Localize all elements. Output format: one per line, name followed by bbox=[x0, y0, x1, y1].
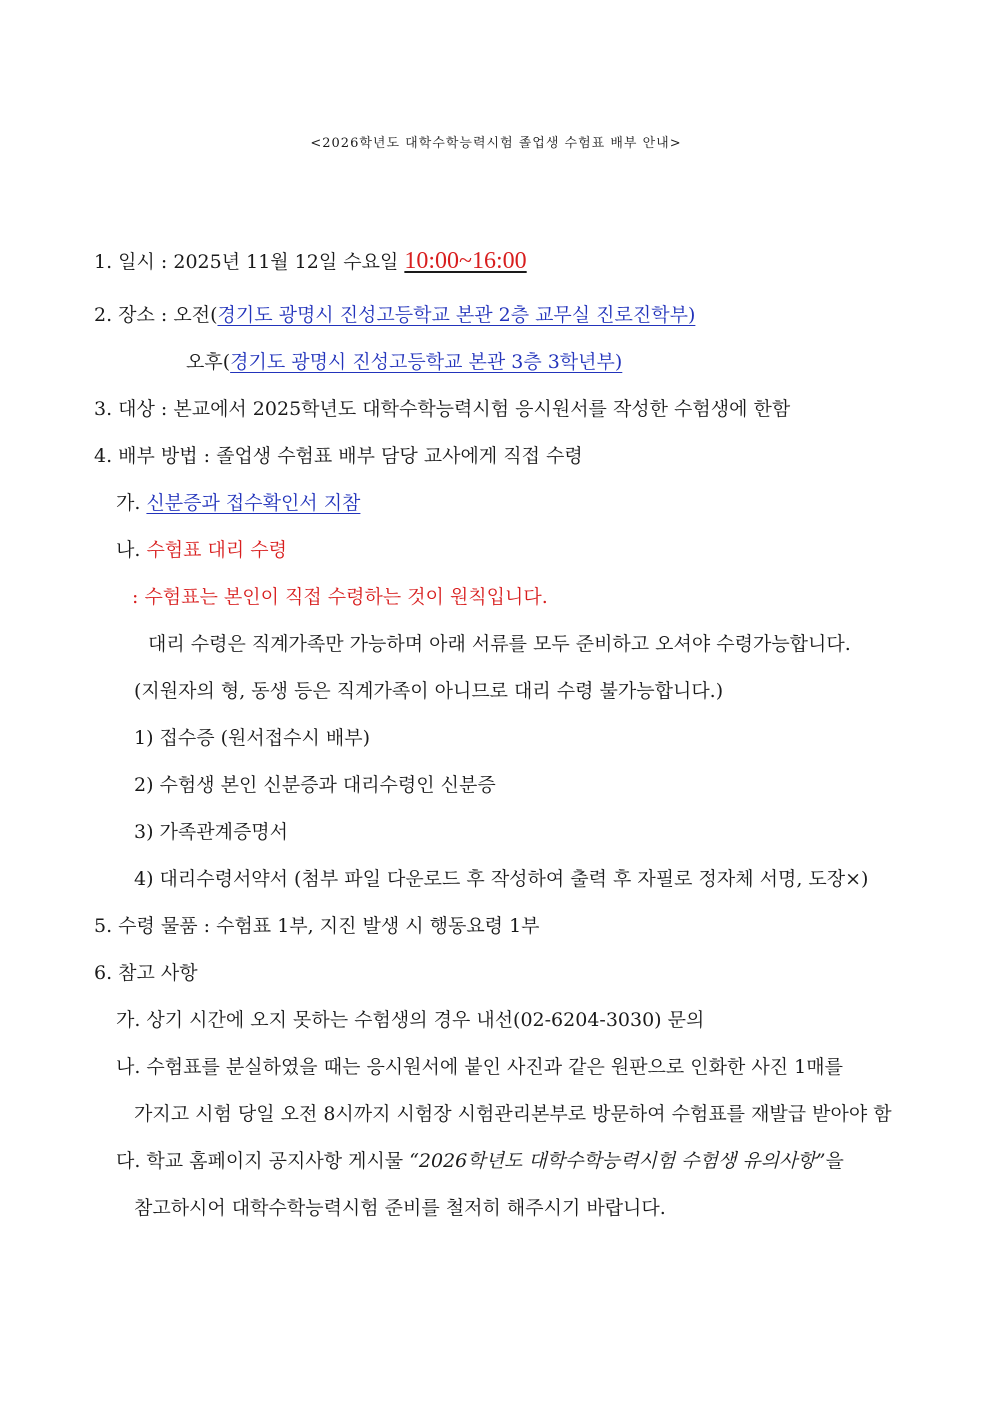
method-b bbox=[116, 537, 287, 563]
item-method: 4. 배부 방법 : 졸업생 수험표 배부 담당 교사에게 직접 수령 bbox=[94, 445, 583, 467]
morning-location: 경기도 광명시 진성고등학교 본관 2층 교무실 진로진학부) bbox=[217, 304, 696, 326]
time-range: 10:00~16:00 bbox=[404, 248, 527, 274]
method-b-paren: (지원자의 형, 동생 등은 직계가족이 아니므로 대리 수령 불가능합니다.) bbox=[134, 680, 724, 702]
ref-c-post-title: “2026학년도 대학수학능력시험 수험생 유의사항” bbox=[409, 1150, 826, 1172]
doc-item: 2) 수험생 본인 신분증과 대리수령인 신분증 bbox=[134, 774, 496, 796]
method-b-desc: 대리 수령은 직계가족만 가능하며 아래 서류를 모두 준비하고 오셔야 수령가능합니다. bbox=[148, 633, 851, 655]
method-b-prefix: 나. bbox=[116, 539, 147, 561]
place-label: 2. 장소 : 오전( bbox=[94, 304, 218, 326]
page-title: <2026학년도 대학수학능력시험 졸업생 수험표 배부 안내> bbox=[310, 136, 682, 151]
ref-b-line1: 나. 수험표를 분실하였을 때는 응시원서에 붙인 사진과 같은 원판으로 인화한 사진 1매를 bbox=[116, 1056, 843, 1078]
ref-c-line1 bbox=[116, 1148, 844, 1174]
item-goods: 5. 수령 물품 : 수험표 1부, 지진 발생 시 행동요령 1부 bbox=[94, 915, 540, 937]
ref-c-line2: 참고하시어 대학수학능력시험 준비를 철저히 해주시기 바랍니다. bbox=[134, 1197, 666, 1219]
ref-c-prefix: 다. 학교 홈페이지 공지사항 게시물 bbox=[116, 1150, 410, 1172]
method-b-text: 수험표 대리 수령 bbox=[146, 539, 287, 561]
afternoon-label: 오후( bbox=[186, 351, 231, 373]
ref-b-line2: 가지고 시험 당일 오전 8시까지 시험장 시험관리본부로 방문하여 수험표를 재발급 받아야 함 bbox=[134, 1103, 892, 1125]
method-a-text: 신분증과 접수확인서 지참 bbox=[146, 492, 361, 514]
ref-a: 가. 상기 시간에 오지 못하는 수험생의 경우 내선(02-6204-3030) 문의 bbox=[116, 1009, 705, 1031]
method-a-prefix: 가. bbox=[116, 492, 147, 514]
doc-item: 4) 대리수령서약서 (첨부 파일 다운로드 후 작성하여 출력 후 자필로 정자체 서명, 도장×) bbox=[134, 868, 869, 890]
doc-item: 3) 가족관계증명서 bbox=[134, 821, 289, 843]
method-b-note: : 수험표는 본인이 직접 수령하는 것이 원칙입니다. bbox=[132, 586, 548, 608]
doc-item: 1) 접수증 (원서접수시 배부) bbox=[134, 727, 370, 749]
afternoon-location: 경기도 광명시 진성고등학교 본관 3층 3학년부) bbox=[230, 351, 623, 373]
item-target: 3. 대상 : 본교에서 2025학년도 대학수학능력시험 응시원서를 작성한 수험생에 한함 bbox=[94, 398, 791, 420]
date-label: 1. 일시 : 2025년 11월 12일 수요일 bbox=[94, 251, 399, 273]
item-date bbox=[94, 248, 527, 275]
item-place-morning bbox=[94, 302, 695, 328]
item-place-afternoon bbox=[186, 349, 622, 375]
item-ref: 6. 참고 사항 bbox=[94, 962, 198, 984]
method-a bbox=[116, 490, 360, 516]
ref-c-suffix: 을 bbox=[825, 1150, 844, 1172]
